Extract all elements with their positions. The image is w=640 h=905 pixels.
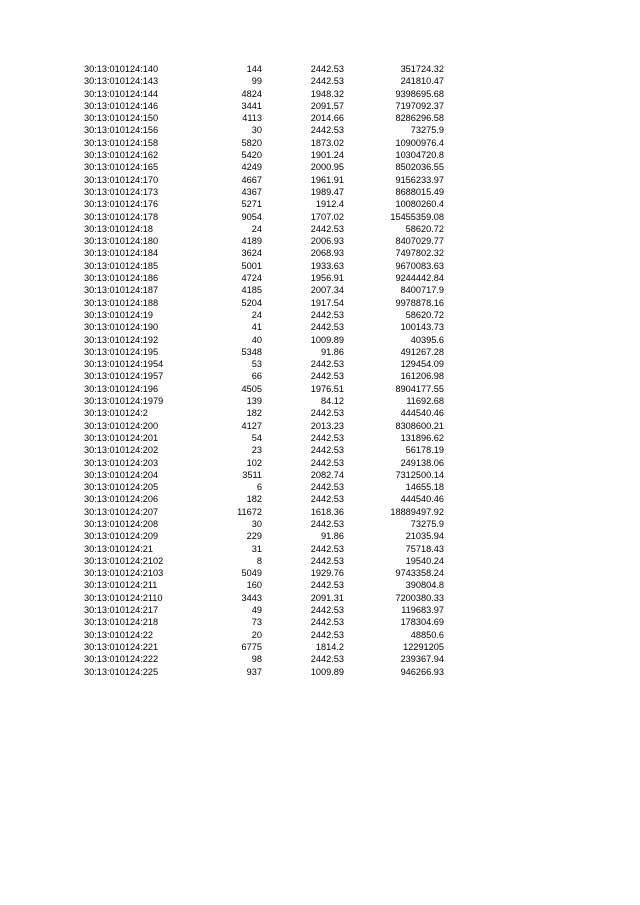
- cadastral-number-cell: 30:13:010124:225: [84, 666, 159, 677]
- amount-cell: 119683.97: [401, 605, 444, 616]
- rate-cell: 1917.54: [310, 297, 344, 308]
- amount-cell: 351724.32: [400, 64, 444, 74]
- quantity-cell: 30: [251, 518, 262, 529]
- quantity-cell: 41: [251, 322, 262, 333]
- table-row: [84, 334, 444, 346]
- quantity-cell: 4667: [241, 174, 262, 185]
- quantity-cell: 3441: [241, 100, 262, 111]
- amount-cell: 444540.46: [400, 494, 444, 505]
- amount-cell: 8308600.21: [395, 420, 444, 431]
- cadastral-number-cell: 30:13:010124:200: [84, 420, 159, 431]
- cadastral-number-cell: 30:13:010124:2102: [84, 555, 164, 566]
- table-row: [84, 457, 444, 469]
- rate-cell: 2442.53: [310, 555, 344, 566]
- cadastral-number-cell: 30:13:010124:211: [84, 580, 158, 591]
- quantity-cell: 3624: [241, 248, 262, 259]
- quantity-cell: 182: [246, 408, 262, 419]
- rate-cell: 1009.89: [310, 666, 344, 677]
- rate-cell: 2091.57: [310, 100, 344, 111]
- cadastral-number-cell: 30:13:010124:195: [84, 346, 159, 357]
- quantity-cell: 5348: [241, 346, 262, 357]
- quantity-cell: 4185: [241, 285, 262, 296]
- quantity-cell: 49: [251, 605, 262, 616]
- table-row: [84, 198, 444, 210]
- amount-cell: 8688015.49: [395, 186, 444, 197]
- cadastral-number-cell: 30:13:010124:178: [84, 211, 159, 222]
- quantity-cell: 229: [246, 531, 262, 542]
- cadastral-number-cell: 30:13:010124:188: [84, 297, 159, 308]
- table-row: [84, 555, 444, 567]
- amount-cell: 12291205: [403, 641, 444, 652]
- cadastral-number-cell: 30:13:010124:207: [84, 506, 159, 517]
- rate-cell: 1929.76: [310, 568, 344, 579]
- table-row: [84, 346, 444, 358]
- quantity-cell: 66: [251, 371, 262, 382]
- cadastral-number-cell: 30:13:010124:144: [84, 88, 159, 99]
- quantity-cell: 4127: [241, 420, 262, 431]
- table-row: [84, 469, 444, 481]
- table-row: [84, 124, 444, 136]
- table-row: [84, 518, 444, 530]
- table-row: [84, 88, 444, 100]
- rate-cell: 2091.31: [310, 592, 344, 603]
- rate-cell: 2082.74: [310, 469, 344, 480]
- amount-cell: 14655.18: [405, 482, 444, 493]
- cadastral-number-cell: 30:13:010124:1954: [84, 359, 164, 370]
- amount-cell: 9156233.97: [395, 174, 444, 185]
- table-row: [84, 481, 444, 493]
- table-row: [84, 321, 444, 333]
- quantity-cell: 102: [246, 457, 262, 468]
- rate-cell: 2442.53: [310, 64, 344, 74]
- quantity-cell: 4824: [241, 88, 262, 99]
- table-row: [84, 247, 444, 259]
- table-body: [84, 63, 444, 678]
- amount-cell: 444540.46: [400, 408, 444, 419]
- cadastral-number-cell: 30:13:010124:176: [84, 199, 159, 210]
- amount-cell: 73275.9: [410, 518, 444, 529]
- amount-cell: 8904177.55: [395, 383, 444, 394]
- amount-cell: 7197092.37: [395, 100, 444, 111]
- table-row: [84, 223, 444, 235]
- quantity-cell: 182: [246, 494, 262, 505]
- cadastral-number-cell: 30:13:010124:143: [84, 76, 159, 87]
- table-row: [84, 174, 444, 186]
- cadastral-number-cell: 30:13:010124:150: [84, 113, 159, 124]
- rate-cell: 2442.53: [310, 629, 344, 640]
- rate-cell: 84.12: [321, 396, 344, 407]
- rate-cell: 2442.53: [310, 605, 344, 616]
- rate-cell: 1901.24: [310, 150, 344, 161]
- amount-cell: 40395.6: [410, 334, 444, 345]
- cadastral-number-cell: 30:13:010124:21: [84, 543, 153, 554]
- quantity-cell: 5049: [241, 568, 262, 579]
- rate-cell: 2006.93: [310, 236, 344, 247]
- rate-cell: 1989.47: [310, 186, 344, 197]
- rate-cell: 1912.4: [315, 199, 344, 210]
- quantity-cell: 54: [251, 432, 262, 443]
- amount-cell: 21035.94: [405, 531, 444, 542]
- table-row: [84, 100, 444, 112]
- rate-cell: 1976.51: [310, 383, 344, 394]
- quantity-cell: 8: [256, 555, 262, 566]
- cadastral-number-cell: 30:13:010124:158: [84, 137, 159, 148]
- rate-cell: 1009.89: [310, 334, 344, 345]
- rate-cell: 2442.53: [310, 309, 344, 320]
- cadastral-number-cell: 30:13:010124:209: [84, 531, 159, 542]
- amount-cell: 56178.19: [405, 445, 444, 456]
- amount-cell: 946266.93: [400, 666, 444, 677]
- quantity-cell: 4724: [241, 273, 262, 284]
- rate-cell: 2442.53: [310, 457, 344, 468]
- rate-cell: 2442.53: [310, 432, 344, 443]
- quantity-cell: 4189: [241, 236, 262, 247]
- cadastral-number-cell: 30:13:010124:180: [84, 236, 159, 247]
- table-row: [84, 149, 444, 161]
- cadastral-number-cell: 30:13:010124:204: [84, 469, 159, 480]
- quantity-cell: 3443: [241, 592, 262, 603]
- amount-cell: 11692.68: [406, 396, 444, 407]
- rate-cell: 91.86: [321, 346, 344, 357]
- amount-cell: 8400717.9: [400, 285, 444, 296]
- table-row: [84, 493, 444, 505]
- quantity-cell: 20: [251, 629, 262, 640]
- table-row: [84, 358, 444, 370]
- cadastral-number-cell: 30:13:010124:208: [84, 518, 159, 529]
- cadastral-number-cell: 30:13:010124:190: [84, 322, 159, 333]
- amount-cell: 239367.94: [400, 654, 444, 665]
- rate-cell: 2442.53: [310, 359, 344, 370]
- quantity-cell: 937: [246, 666, 262, 677]
- quantity-cell: 5001: [241, 260, 262, 271]
- table-row: [84, 653, 444, 665]
- cadastral-number-cell: 30:13:010124:173: [84, 186, 159, 197]
- table-row: [84, 432, 444, 444]
- cadastral-number-cell: 30:13:010124:205: [84, 482, 159, 493]
- rate-cell: 2007.34: [310, 285, 344, 296]
- table-row: [84, 383, 444, 395]
- cadastral-number-cell: 30:13:010124:185: [84, 260, 159, 271]
- amount-cell: 241810.47: [400, 76, 444, 87]
- cadastral-number-cell: 30:13:010124:2103: [84, 568, 164, 579]
- amount-cell: 178304.69: [400, 617, 444, 628]
- amount-cell: 129454.09: [400, 359, 444, 370]
- amount-cell: 9670083.63: [395, 260, 444, 271]
- table-row: [84, 112, 444, 124]
- rate-cell: 2442.53: [310, 408, 344, 419]
- rate-cell: 1948.32: [310, 88, 344, 99]
- quantity-cell: 73: [251, 617, 262, 628]
- table-row: [84, 543, 444, 555]
- quantity-cell: 40: [251, 334, 262, 345]
- cadastral-number-cell: 30:13:010124:2: [84, 408, 148, 419]
- quantity-cell: 6775: [241, 641, 262, 652]
- amount-cell: 7497802.32: [395, 248, 444, 259]
- rate-cell: 2442.53: [310, 322, 344, 333]
- cadastral-number-cell: 30:13:010124:222: [84, 654, 159, 665]
- rate-cell: 1618.36: [310, 506, 344, 517]
- quantity-cell: 3511: [242, 469, 262, 480]
- amount-cell: 73275.9: [410, 125, 444, 136]
- rate-cell: 2442.53: [310, 371, 344, 382]
- amount-cell: 58620.72: [405, 223, 444, 234]
- quantity-cell: 5271: [241, 199, 262, 210]
- table-row: [84, 75, 444, 87]
- rate-cell: 2013.23: [310, 420, 344, 431]
- amount-cell: 7312500.14: [395, 469, 444, 480]
- cadastral-number-cell: 30:13:010124:202: [84, 445, 159, 456]
- rate-cell: 2442.53: [310, 445, 344, 456]
- table-row: [84, 530, 444, 542]
- rate-cell: 2068.93: [310, 248, 344, 259]
- table-row: [84, 629, 444, 641]
- quantity-cell: 139: [246, 396, 262, 407]
- amount-cell: 161206.98: [400, 371, 444, 382]
- cadastral-number-cell: 30:13:010124:2110: [84, 592, 163, 603]
- table-row: [84, 211, 444, 223]
- quantity-cell: 144: [246, 64, 262, 74]
- amount-cell: 10080260.4: [395, 199, 444, 210]
- table-row: [84, 260, 444, 272]
- table-row: [84, 506, 444, 518]
- amount-cell: 75718.43: [405, 543, 444, 554]
- cadastral-number-cell: 30:13:010124:206: [84, 494, 159, 505]
- cadastral-number-cell: 30:13:010124:170: [84, 174, 159, 185]
- amount-cell: 9743358.24: [395, 568, 444, 579]
- cadastral-number-cell: 30:13:010124:162: [84, 150, 159, 161]
- cadastral-number-cell: 30:13:010124:1979: [84, 396, 164, 407]
- table-row: [84, 186, 444, 198]
- rate-cell: 1956.91: [310, 273, 344, 284]
- amount-cell: 390804.8: [405, 580, 444, 591]
- cadastral-number-cell: 30:13:010124:19: [84, 309, 153, 320]
- amount-cell: 48850.6: [410, 629, 444, 640]
- quantity-cell: 4367: [241, 186, 262, 197]
- amount-cell: 249138.06: [400, 457, 444, 468]
- cadastral-number-cell: 30:13:010124:221: [84, 641, 159, 652]
- amount-cell: 10900976.4: [395, 137, 444, 148]
- amount-cell: 9978878.16: [395, 297, 444, 308]
- rate-cell: 2442.53: [310, 580, 344, 591]
- cadastral-number-cell: 30:13:010124:196: [84, 383, 159, 394]
- rate-cell: 1933.63: [310, 260, 344, 271]
- cadastral-number-cell: 30:13:010124:165: [84, 162, 159, 173]
- table-row: [84, 666, 444, 678]
- table-row: [84, 370, 444, 382]
- table-row: [84, 137, 444, 149]
- amount-cell: 100143.73: [400, 322, 444, 333]
- table-row: [84, 161, 444, 173]
- amount-cell: 8407029.77: [395, 236, 444, 247]
- amount-cell: 18889497.92: [390, 506, 444, 517]
- quantity-cell: 4505: [241, 383, 262, 394]
- rate-cell: 1873.02: [310, 137, 344, 148]
- cadastral-number-cell: 30:13:010124:187: [84, 285, 159, 296]
- quantity-cell: 5820: [241, 137, 262, 148]
- rate-cell: 2014.66: [310, 113, 344, 124]
- quantity-cell: 53: [251, 359, 262, 370]
- amount-cell: 131896.62: [400, 432, 444, 443]
- cadastral-number-cell: 30:13:010124:186: [84, 273, 159, 284]
- quantity-cell: 30: [251, 125, 262, 136]
- data-table: [84, 63, 444, 678]
- rate-cell: 2442.53: [310, 223, 344, 234]
- table-row: [84, 604, 444, 616]
- quantity-cell: 24: [251, 223, 262, 234]
- amount-cell: 9244442.84: [395, 273, 444, 284]
- cadastral-number-cell: 30:13:010124:184: [84, 248, 159, 259]
- amount-cell: 491267.28: [400, 346, 444, 357]
- table-row: [84, 272, 444, 284]
- amount-cell: 15455359.08: [390, 211, 444, 222]
- table-row: [84, 579, 444, 591]
- table-row: [84, 297, 444, 309]
- rate-cell: 1707.02: [310, 211, 344, 222]
- rate-cell: 2442.53: [310, 482, 344, 493]
- quantity-cell: 6: [256, 482, 262, 493]
- quantity-cell: 5204: [241, 297, 262, 308]
- rate-cell: 2442.53: [310, 76, 344, 87]
- table-row: [84, 63, 444, 75]
- amount-cell: 7200380.33: [395, 592, 444, 603]
- cadastral-number-cell: 30:13:010124:217: [84, 605, 159, 616]
- cadastral-number-cell: 30:13:010124:218: [84, 617, 159, 628]
- cadastral-number-cell: 30:13:010124:18: [84, 223, 153, 234]
- quantity-cell: 23: [251, 445, 262, 456]
- table-row: [84, 567, 444, 579]
- cadastral-number-cell: 30:13:010124:201: [84, 432, 159, 443]
- cadastral-number-cell: 30:13:010124:156: [84, 125, 159, 136]
- quantity-cell: 31: [251, 543, 262, 554]
- cadastral-number-cell: 30:13:010124:203: [84, 457, 159, 468]
- table-row: [84, 284, 444, 296]
- table-row: [84, 395, 444, 407]
- amount-cell: 8286296.58: [395, 113, 444, 124]
- cadastral-number-cell: 30:13:010124:146: [84, 100, 159, 111]
- table-row: [84, 407, 444, 419]
- cadastral-number-cell: 30:13:010124:22: [84, 629, 153, 640]
- amount-cell: 10304720.8: [395, 150, 444, 161]
- table-row: [84, 592, 444, 604]
- table-row: [84, 616, 444, 628]
- table-row: [84, 641, 444, 653]
- quantity-cell: 160: [246, 580, 262, 591]
- rate-cell: 2442.53: [310, 617, 344, 628]
- cadastral-number-cell: 30:13:010124:1957: [84, 371, 164, 382]
- rate-cell: 2442.53: [310, 543, 344, 554]
- rate-cell: 91.86: [321, 531, 344, 542]
- rate-cell: 2442.53: [310, 518, 344, 529]
- rate-cell: 1814.2: [315, 641, 344, 652]
- quantity-cell: 99: [251, 76, 262, 87]
- quantity-cell: 5420: [241, 150, 262, 161]
- cadastral-number-cell: 30:13:010124:140: [84, 64, 159, 74]
- amount-cell: 9398695.68: [395, 88, 444, 99]
- table-row: [84, 444, 444, 456]
- rate-cell: 2442.53: [310, 125, 344, 136]
- quantity-cell: 11672: [237, 506, 262, 517]
- cadastral-number-cell: 30:13:010124:192: [84, 334, 159, 345]
- amount-cell: 8502036.55: [395, 162, 444, 173]
- amount-cell: 58620.72: [405, 309, 444, 320]
- table-row: [84, 420, 444, 432]
- quantity-cell: 24: [251, 309, 262, 320]
- amount-cell: 19540.24: [405, 555, 444, 566]
- rate-cell: 1961.91: [310, 174, 344, 185]
- quantity-cell: 98: [251, 654, 262, 665]
- rate-cell: 2442.53: [310, 654, 344, 665]
- rate-cell: 2000.95: [310, 162, 344, 173]
- table-row: [84, 235, 444, 247]
- table-row: [84, 309, 444, 321]
- rate-cell: 2442.53: [310, 494, 344, 505]
- quantity-cell: 4249: [241, 162, 262, 173]
- quantity-cell: 9054: [241, 211, 262, 222]
- quantity-cell: 4113: [242, 113, 262, 124]
